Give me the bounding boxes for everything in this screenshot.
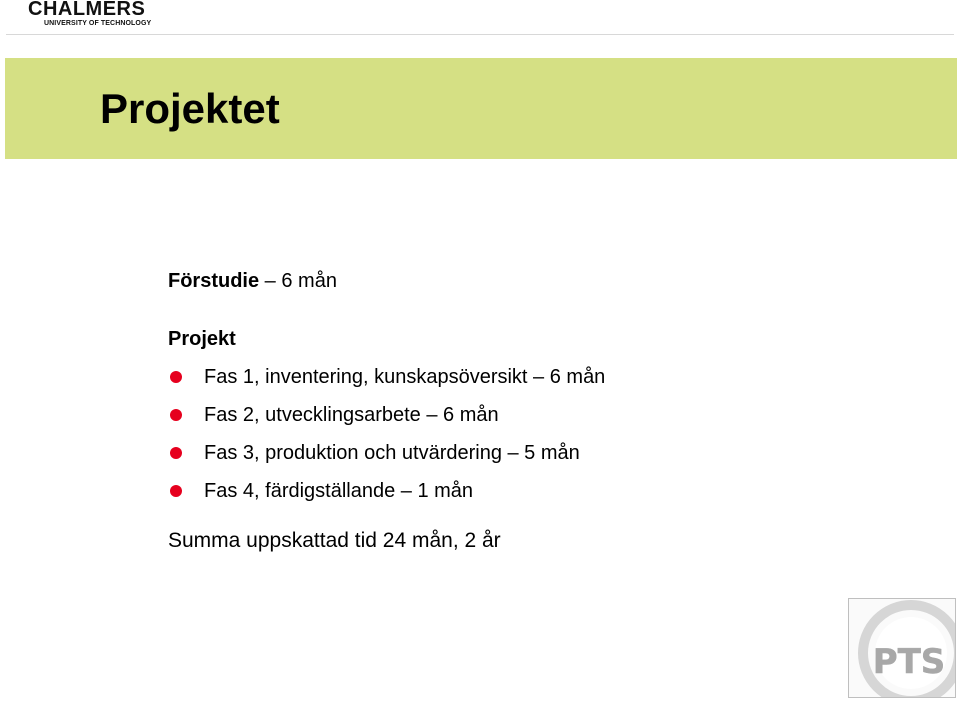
slide-content — [168, 268, 848, 554]
list-item — [168, 402, 848, 440]
bullet-icon — [170, 447, 182, 459]
phase-text: Fas 3, produktion och utvärdering – 5 mån — [204, 442, 580, 464]
forstudie-label: Förstudie — [168, 270, 260, 292]
pts-text: PTS — [872, 642, 946, 682]
logo-wordmark: CHALMERS — [28, 0, 146, 20]
pts-logo — [848, 598, 956, 698]
pts-logo-graphic — [849, 599, 955, 697]
bullet-icon — [170, 409, 182, 421]
chalmers-logo — [26, 0, 176, 32]
forstudie-line — [168, 268, 848, 294]
list-item — [168, 364, 848, 402]
phase-text: Fas 4, färdigställande – 1 mån — [204, 480, 474, 502]
bullet-icon — [170, 371, 182, 383]
phase-text: Fas 1, inventering, kunskapsöversikt – 6 mån — [204, 366, 606, 388]
projekt-heading: Projekt — [168, 328, 236, 350]
forstudie-duration: – 6 mån — [259, 270, 337, 292]
list-item — [168, 440, 848, 478]
list-item — [168, 478, 848, 516]
summary-line: Summa uppskattad tid 24 mån, 2 år — [168, 529, 501, 552]
slide-title: Projektet — [100, 85, 280, 132]
phase-text: Fas 2, utvecklingsarbete – 6 mån — [204, 404, 499, 426]
phase-list — [168, 364, 848, 516]
logo-subtitle: UNIVERSITY OF TECHNOLOGY — [44, 20, 152, 27]
bullet-icon — [170, 485, 182, 497]
header-divider — [6, 34, 954, 35]
